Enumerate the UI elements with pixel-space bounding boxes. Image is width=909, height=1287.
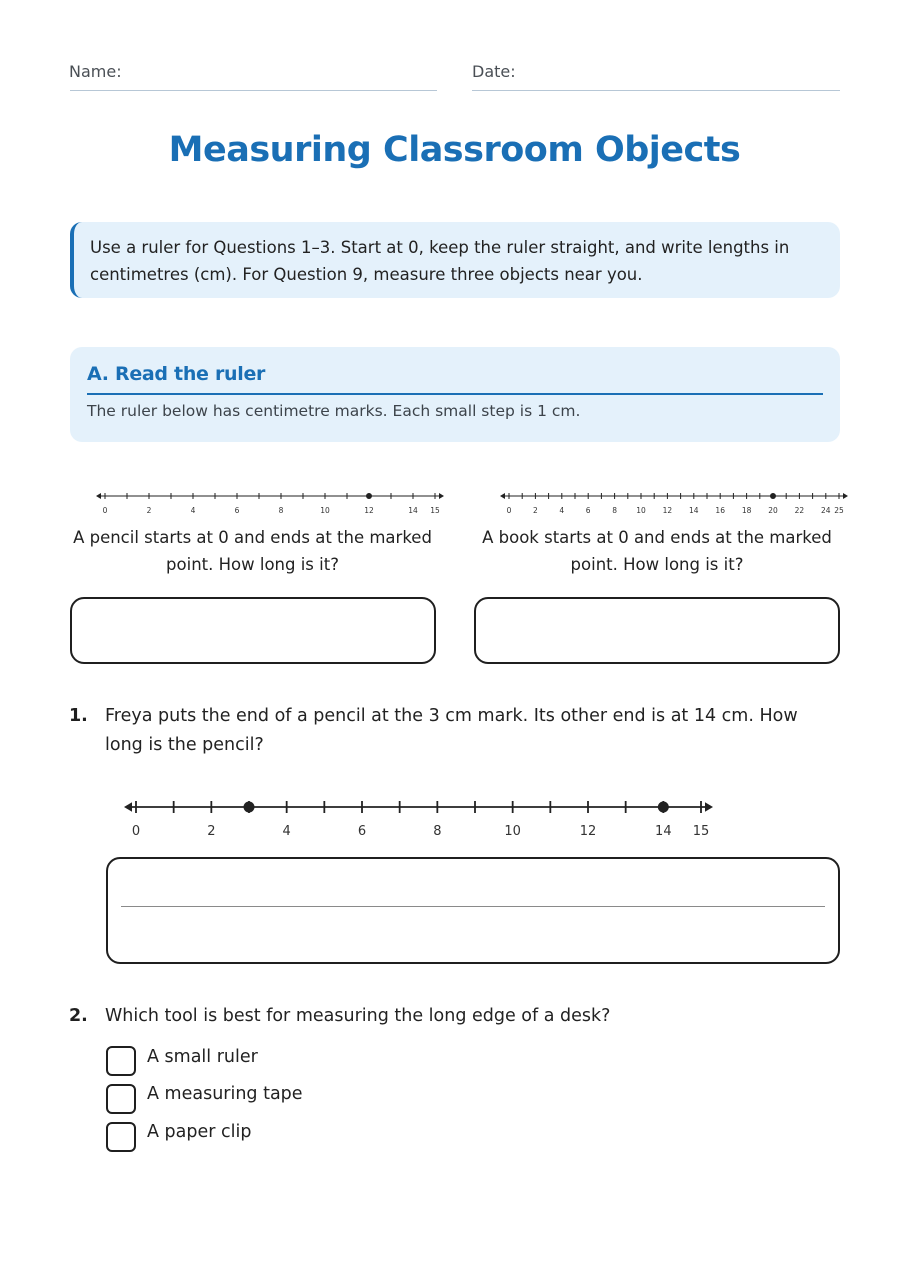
section-a-divider [87, 393, 823, 395]
left-arrow [124, 802, 132, 812]
name-field[interactable] [70, 90, 437, 91]
name-label: Name: [69, 62, 122, 81]
option-measuring-tape-label: A measuring tape [147, 1084, 303, 1104]
tick-label: 8 [278, 506, 284, 515]
tick-label: 22 [794, 506, 805, 515]
tick-label: 20 [768, 506, 778, 515]
question-1-text: Freya puts the end of a pencil at the 3 cm mark. Its other end is at 14 cm. How long is the pencil? [105, 706, 798, 755]
tick-label: 2 [146, 506, 152, 515]
question-1-number-line [110, 792, 730, 844]
option-small-ruler-label: A small ruler [147, 1047, 258, 1067]
book-ruler [494, 486, 859, 518]
right-arrow [705, 802, 713, 812]
option-paper-clip-checkbox[interactable] [106, 1122, 136, 1152]
question-1-answer-box[interactable] [106, 857, 840, 964]
tick-label: 12 [364, 506, 374, 515]
book-answer-box[interactable] [474, 597, 840, 664]
tick-label: 15 [430, 506, 440, 515]
question-2-text: Which tool is best for measuring the long edge of a desk? [105, 1006, 611, 1026]
tick-label: 4 [282, 824, 291, 839]
tick-label: 25 [834, 506, 844, 515]
pencil-ruler [90, 486, 455, 518]
section-a-heading: A. Read the ruler [87, 363, 266, 385]
tick-label: 2 [207, 824, 216, 839]
tick-label: 4 [559, 506, 565, 515]
tick-label: 6 [357, 824, 367, 839]
tick-label: 12 [579, 824, 597, 839]
tick-label: 4 [190, 506, 196, 515]
marked-point [244, 802, 255, 813]
tick-label: 6 [234, 506, 240, 515]
question-1-writing-line [121, 906, 825, 907]
tick-label: 14 [408, 506, 418, 515]
tick-label: 2 [533, 506, 538, 515]
question-2-number: 2. [69, 1006, 88, 1026]
option-measuring-tape-checkbox[interactable] [106, 1084, 136, 1114]
pencil-answer-box[interactable] [70, 597, 436, 664]
question-1-number: 1. [69, 706, 88, 726]
tick-label: 0 [102, 506, 108, 515]
tick-label: 8 [612, 506, 617, 515]
date-field[interactable] [472, 90, 840, 91]
option-small-ruler-checkbox[interactable] [106, 1046, 136, 1076]
tick-label: 10 [504, 824, 521, 839]
page-title: Measuring Classroom Objects [168, 130, 741, 170]
tick-label: 0 [506, 506, 512, 515]
marked-point [770, 493, 776, 499]
marked-point [658, 802, 669, 813]
left-arrow [500, 493, 505, 499]
option-paper-clip-label: A paper clip [147, 1122, 252, 1142]
right-arrow [439, 493, 444, 499]
marked-point [366, 493, 372, 499]
tick-label: 14 [689, 506, 699, 515]
date-label: Date: [472, 62, 516, 81]
tick-label: 24 [821, 506, 831, 515]
right-arrow [843, 493, 848, 499]
tick-label: 6 [585, 506, 591, 515]
tick-label: 14 [655, 824, 672, 839]
tick-label: 0 [131, 824, 141, 839]
tick-label: 8 [433, 824, 442, 839]
instructions-callout: Use a ruler for Questions 1–3. Start at 0, keep the ruler straight, and write lengths in centimetres (cm). For Question 9, measure three objects near you. [70, 222, 840, 298]
left-arrow [96, 493, 101, 499]
tick-label: 12 [662, 506, 673, 515]
tick-label: 10 [636, 506, 646, 515]
pencil-question-caption: A pencil starts at 0 and ends at the marked point. How long is it? [73, 528, 432, 574]
tick-label: 10 [320, 506, 330, 515]
tick-label: 18 [741, 506, 752, 515]
tick-label: 15 [692, 824, 710, 839]
section-a-box [70, 347, 840, 442]
book-question-caption: A book starts at 0 and ends at the marked point. How long is it? [482, 528, 832, 574]
tick-label: 16 [715, 506, 725, 515]
section-a-subtitle: The ruler below has centimetre marks. Each small step is 1 cm. [87, 402, 581, 420]
